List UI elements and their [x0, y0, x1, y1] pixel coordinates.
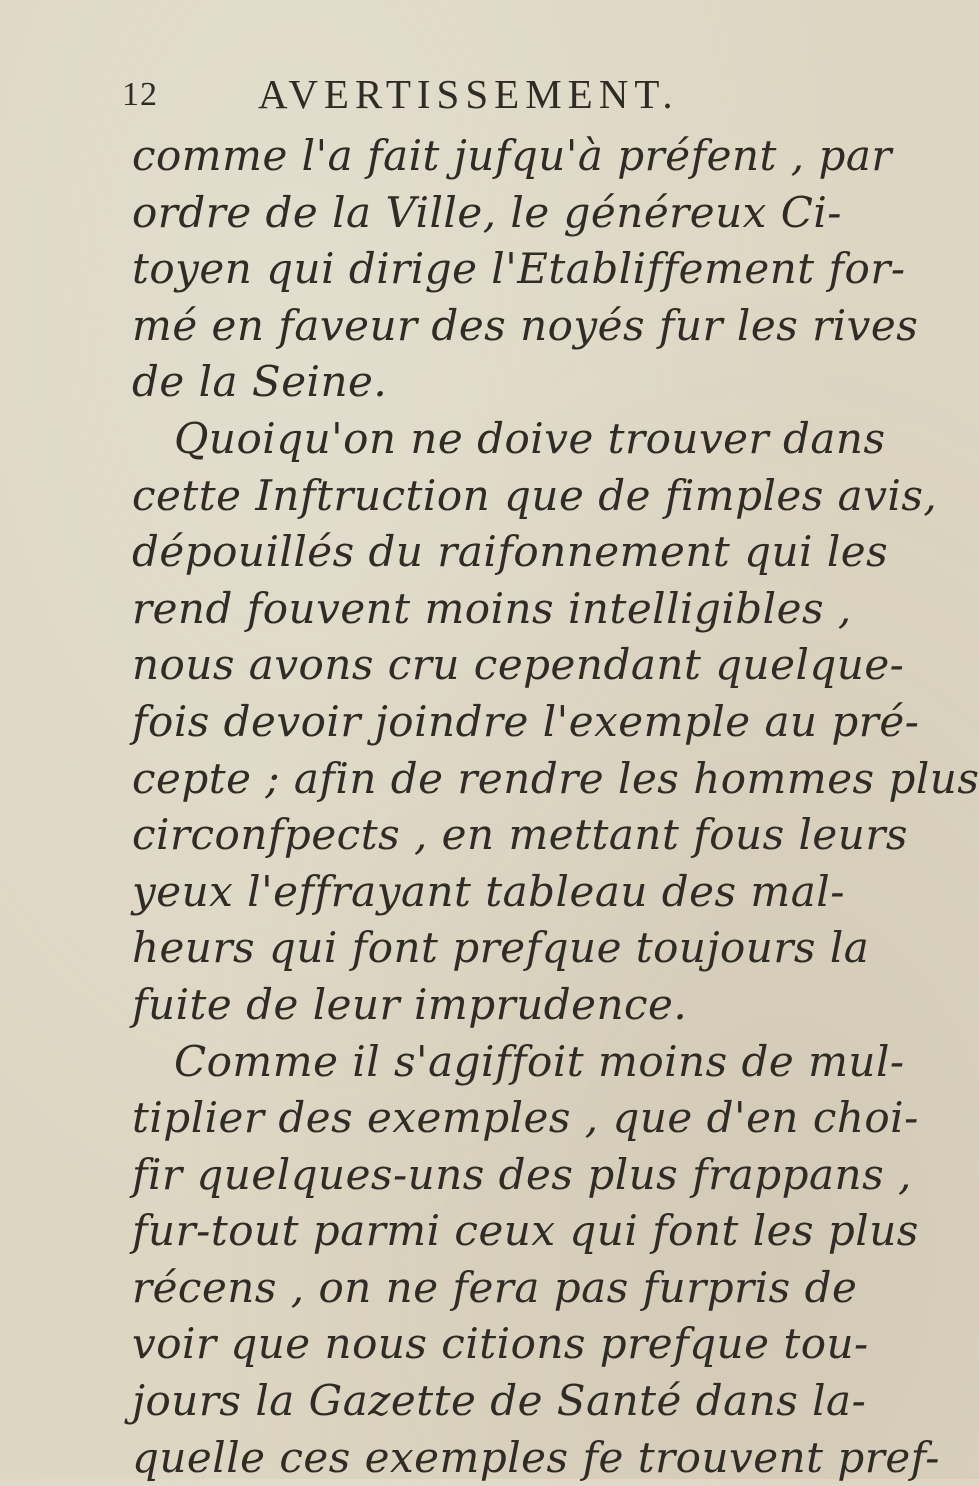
text-line: Quoiqu'on ne doive trouver dans	[174, 413, 886, 463]
text-line: fur-tout parmi ceux qui font les plus	[132, 1206, 919, 1256]
text-line: tiplier des exemples , que d'en choi-	[132, 1093, 919, 1143]
text-line: heurs qui font prefque toujours la	[132, 923, 870, 973]
text-line: fir quelques-uns des plus frappans ,	[132, 1149, 912, 1199]
text-line: Comme il s'agiffoit moins de mul-	[174, 1036, 905, 1086]
text-line: rend fouvent moins intelligibles ,	[132, 583, 852, 633]
text-line: fuite de leur imprudence.	[132, 979, 688, 1029]
text-line: yeux l'effrayant tableau des mal-	[132, 866, 845, 916]
text-line: fois devoir joindre l'exemple au pré-	[132, 696, 920, 746]
text-line: dépouillés du raifonnement qui les	[132, 527, 889, 577]
text-line: quelle ces exemples fe trouvent pref-	[132, 1432, 940, 1482]
text-line: ordre de la Ville, le généreux Ci-	[132, 187, 842, 237]
page-number: 12	[122, 76, 158, 113]
text-line: nous avons cru cependant quelque-	[132, 640, 905, 690]
text-line: voir que nous citions prefque tou-	[132, 1319, 869, 1369]
text-line: cepte ; afin de rendre les hommes plus	[132, 753, 979, 803]
text-line: jours la Gazette de Santé dans la-	[132, 1376, 867, 1426]
text-line: toyen qui dirige l'Etabliffement for-	[132, 244, 906, 294]
text-line: circonfpects , en mettant fous leurs	[132, 810, 908, 860]
text-line: cette Inftruction que de fimples avis,	[132, 470, 938, 520]
page-header	[0, 70, 800, 130]
body-text	[132, 128, 979, 1486]
text-line: de la Seine.	[132, 357, 388, 407]
text-line: récens , on ne fera pas furpris de	[132, 1262, 858, 1312]
text-line: mé en faveur des noyés fur les rives	[132, 300, 919, 350]
text-line: comme l'a fait jufqu'à préfent , par	[132, 131, 892, 180]
running-head: AVERTISSEMENT.	[258, 71, 679, 117]
